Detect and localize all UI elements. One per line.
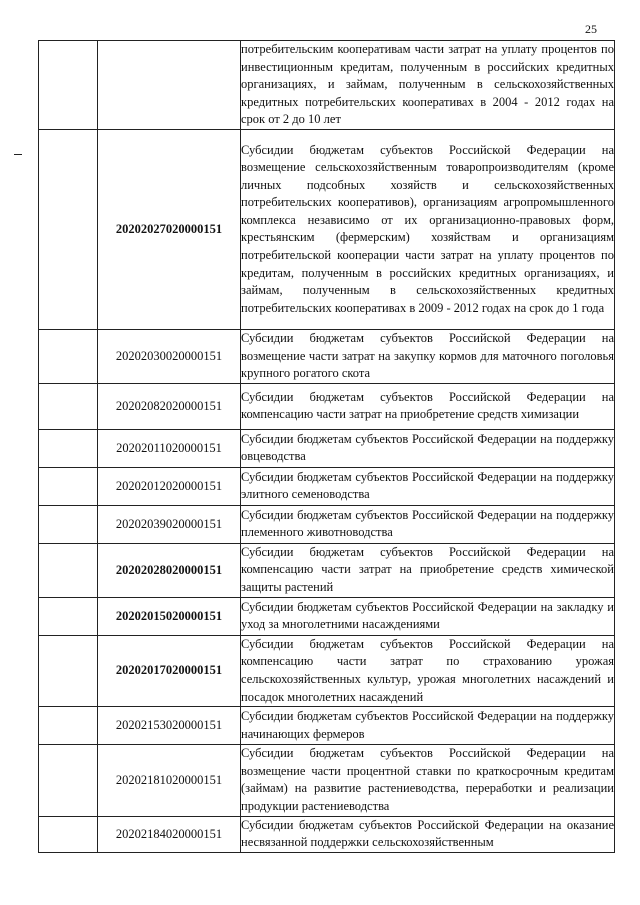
table-row bbox=[39, 129, 615, 329]
description-text: Субсидии бюджетам субъектов Российской Федерации на компенсацию части затрат на приобретение средств химизации bbox=[241, 389, 614, 422]
budget-code-cell bbox=[98, 41, 241, 130]
budget-code-cell: 20202030020000151 bbox=[98, 329, 241, 383]
budget-code-cell: 20202039020000151 bbox=[98, 505, 241, 543]
description-text: Субсидии бюджетам субъектов Российской Федерации на поддержку овцеводства bbox=[241, 431, 614, 464]
budget-code-cell: 20202082020000151 bbox=[98, 383, 241, 429]
description-cell bbox=[241, 597, 615, 635]
empty-cell bbox=[39, 543, 98, 597]
empty-cell bbox=[39, 329, 98, 383]
table-row bbox=[39, 429, 615, 467]
table-row bbox=[39, 707, 615, 745]
description-cell bbox=[241, 41, 615, 130]
budget-code-cell: 20202153020000151 bbox=[98, 707, 241, 745]
table-row bbox=[39, 816, 615, 852]
budget-code-cell: 20202027020000151 bbox=[98, 129, 241, 329]
empty-cell bbox=[39, 745, 98, 816]
description-text: Субсидии бюджетам субъектов Российской Федерации на оказание несвязанной поддержки сельскохозяйственным bbox=[241, 817, 614, 850]
description-text: Субсидии бюджетам субъектов Российской Федерации на поддержку племенного животноводства bbox=[241, 507, 614, 540]
empty-cell bbox=[39, 505, 98, 543]
table-row bbox=[39, 329, 615, 383]
page-number: 25 bbox=[585, 22, 597, 36]
empty-cell bbox=[39, 635, 98, 706]
description-cell bbox=[241, 329, 615, 383]
budget-code-cell: 20202017020000151 bbox=[98, 635, 241, 706]
description-text: Субсидии бюджетам субъектов Российской Федерации на поддержку начинающих фермеров bbox=[241, 709, 614, 741]
margin-mark bbox=[14, 154, 22, 155]
table-row bbox=[39, 467, 615, 505]
budget-code-cell: 20202028020000151 bbox=[98, 543, 241, 597]
table-row bbox=[39, 41, 615, 130]
description-cell bbox=[241, 129, 615, 329]
description-text: Субсидии бюджетам субъектов Российской Федерации на компенсацию части затрат на приобретение средств химической защиты растений bbox=[241, 544, 614, 595]
description-cell bbox=[241, 429, 615, 467]
empty-cell bbox=[39, 41, 98, 130]
empty-cell bbox=[39, 597, 98, 635]
empty-cell bbox=[39, 383, 98, 429]
description-text: Субсидии бюджетам субъектов Российской Федерации на компенсацию части затрат по страхованию урожая сельскохозяйственных культур, урожая многолетних насаждений и посадок многолетних насаждений bbox=[241, 636, 614, 704]
empty-cell bbox=[39, 707, 98, 745]
description-cell bbox=[241, 383, 615, 429]
description-text: Субсидии бюджетам субъектов Российской Федерации на поддержку элитного семеноводства bbox=[241, 469, 614, 502]
table-row bbox=[39, 383, 615, 429]
budget-code-table bbox=[38, 40, 615, 853]
empty-cell bbox=[39, 429, 98, 467]
description-text: Субсидии бюджетам субъектов Российской Федерации на возмещение части процентной ставки по краткосрочным кредитам (займам) на развитие растениеводства, переработки и реализации продукции растениеводства bbox=[241, 746, 614, 813]
budget-code-cell: 20202011020000151 bbox=[98, 429, 241, 467]
budget-code-cell: 20202181020000151 bbox=[98, 745, 241, 816]
description-cell bbox=[241, 816, 615, 852]
description-text: потребительским кооперативам части затрат на уплату процентов по инвестиционным кредитам, полученным в российских кредитных организациях, и займам, полученным в сельскохозяйственных кредитных потребительских кооперативах в 2004 - 2012 годах на срок от 2 до 10 лет bbox=[241, 42, 614, 127]
table-row bbox=[39, 597, 615, 635]
description-text: Субсидии бюджетам субъектов Российской Федерации на возмещение части затрат на закупку кормов для маточного поголовья крупного рогатого скота bbox=[241, 330, 614, 381]
table-row bbox=[39, 505, 615, 543]
empty-cell bbox=[39, 129, 98, 329]
description-cell bbox=[241, 505, 615, 543]
table-row bbox=[39, 745, 615, 816]
description-cell bbox=[241, 635, 615, 706]
empty-cell bbox=[39, 816, 98, 852]
description-cell bbox=[241, 543, 615, 597]
budget-code-cell: 20202015020000151 bbox=[98, 597, 241, 635]
description-text: Субсидии бюджетам субъектов Российской Федерации на возмещение сельскохозяйственным товаропроизводителям (кроме личных подсобных хозяйств и сельскохозяйственных потребительских кооперативов), организациям агропромышленного комплекса независимо от их организационно-правовых форм, крестьянским (фермерским) хозяйствам и организациям потребительской кооперации части затрат на уплату процентов по кредитам, полученным в российских кредитных организациях, и займам, полученным в сельскохозяйственных кредитных потребительских кооперативах в 2009 - 2012 годах на срок до 1 года bbox=[241, 142, 614, 315]
table-row bbox=[39, 635, 615, 706]
description-text: Субсидии бюджетам субъектов Российской Федерации на закладку и уход за многолетними насаждениями bbox=[241, 599, 614, 632]
table-row bbox=[39, 543, 615, 597]
description-cell bbox=[241, 467, 615, 505]
description-cell bbox=[241, 745, 615, 816]
budget-code-cell: 20202184020000151 bbox=[98, 816, 241, 852]
empty-cell bbox=[39, 467, 98, 505]
budget-code-cell: 20202012020000151 bbox=[98, 467, 241, 505]
description-cell bbox=[241, 707, 615, 745]
